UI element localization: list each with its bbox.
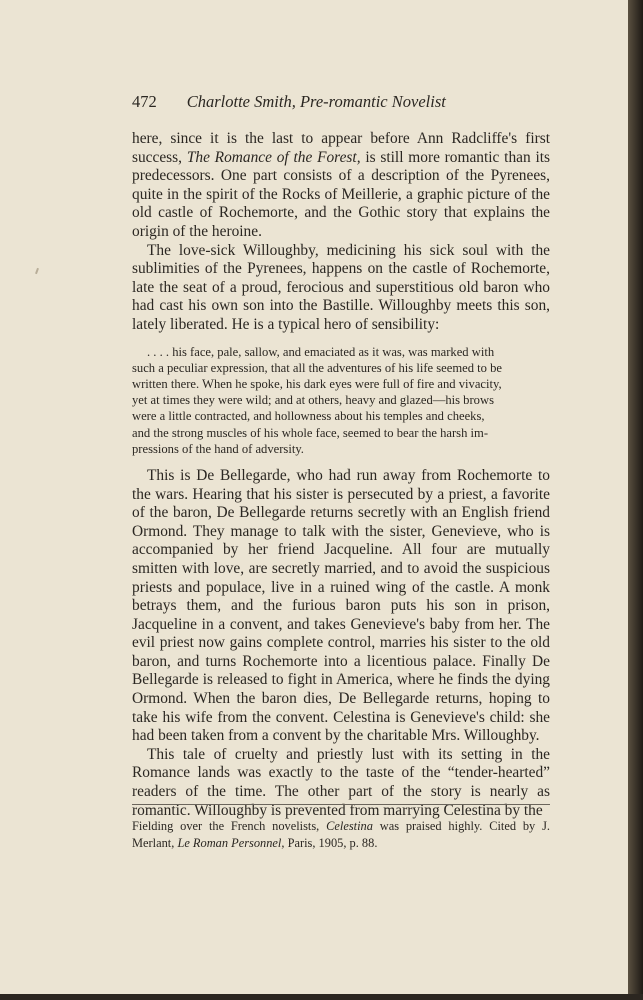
- book-edge-shadow: [628, 0, 643, 1000]
- quote-line: were a little contracted, and hollowness about his temples and cheeks,: [132, 409, 485, 424]
- footnote-rule: [132, 804, 550, 805]
- paragraph-2: The love-sick Willoughby, medicining his sick soul with the sublimities of the Pyrenees, happens on the castle of Rochemorte, late the seat of a proud, ferocious and superstitious old baron who had cast his own son into the Bastille. Willoughby meets this son, lately liberated. He is a typical hero of sensibility:: [132, 241, 550, 333]
- book-title-romance-of-the-forest: The Romance of the Forest,: [186, 148, 361, 166]
- page-number: 472: [132, 92, 157, 111]
- footnote: [132, 818, 550, 851]
- footnote-title-celestina: Celestina: [326, 819, 373, 833]
- quote-line: . . . . his face, pale, sallow, and emaciated as it was, was marked with: [147, 344, 495, 359]
- paragraph-3: This is De Bellegarde, who had run away from Rochemorte to the wars. Hearing that his sister is persecuted by a priest, a favorite of the baron, De Bellegarde returns secretly with an English friend Ormond. They manage to talk with the sister, Genevieve, who is accompanied by her friend Jacqueline. All four are mutually smitten with love, are secretly married, and to avoid the suspicious priests and populace, live in a ruined wing of the castle. A monk betrays them, and the furious baron puts his son in prison, Jacqueline in a convent, and takes Genevieve's baby from her. The evil priest now gains complete control, marries his sister to the old baron, and turns Rochemorte into a licentious palace. Finally De Bellegarde is released to fight in America, where he finds the dying Ormond. When the baron dies, De Bellegarde returns, hoping to take his wife from the convent. Celestina is Genevieve's child: she had been taken from a convent by the charitable Mrs. Willoughby.: [132, 466, 550, 745]
- paper-speck: [35, 268, 39, 274]
- quote-line: such a peculiar expression, that all the adventures of his life seemed to be: [132, 360, 502, 375]
- paragraph-4: This tale of cruelty and priestly lust with its setting in the Romance lands was exactly to the taste of the “tender-hearted” readers of the time. The other part of the story is nearly as romantic. Willoughby is prevented from marrying Celestina by the: [132, 745, 550, 819]
- paragraph-1-text-a: here, since it is the last to appear before Ann Radcliffe's first success,: [132, 130, 550, 166]
- quote-line: written there. When he spoke, his dark eyes were full of fire and vivacity,: [132, 376, 502, 391]
- footnote-text-c: Paris, 1905, p. 88.: [287, 835, 378, 850]
- quote-line: and the strong muscles of his whole face, seemed to bear the harsh im-: [132, 425, 489, 440]
- footnote-text-b: was praised highly. Cited by J. Merlant,: [132, 819, 550, 850]
- footnote-title-le-roman-personnel: Le Roman Personnel,: [177, 835, 285, 850]
- block-quote: [132, 344, 550, 457]
- running-head: [132, 92, 550, 112]
- footnote-text-a: Fielding over the French novelists,: [132, 819, 320, 833]
- paragraph-1: [132, 130, 550, 242]
- running-title: Charlotte Smith, Pre-romantic Novelist: [186, 92, 446, 111]
- paragraph-1-text-b: is still more romantic than its predecessors. One part consists of a description of the Pyrenees, quite in the spirit of the Rocks of Meillerie, a graphic picture of the old castle of Rochemorte, and the Gothic story that explains the origin of the heroine.: [132, 148, 550, 240]
- book-bottom-edge: [0, 994, 643, 1000]
- quote-line: yet at times they were wild; and at others, heavy and glazed—his brows: [132, 393, 494, 408]
- body-text: [132, 130, 550, 820]
- quote-line: pressions of the hand of adversity.: [132, 441, 304, 456]
